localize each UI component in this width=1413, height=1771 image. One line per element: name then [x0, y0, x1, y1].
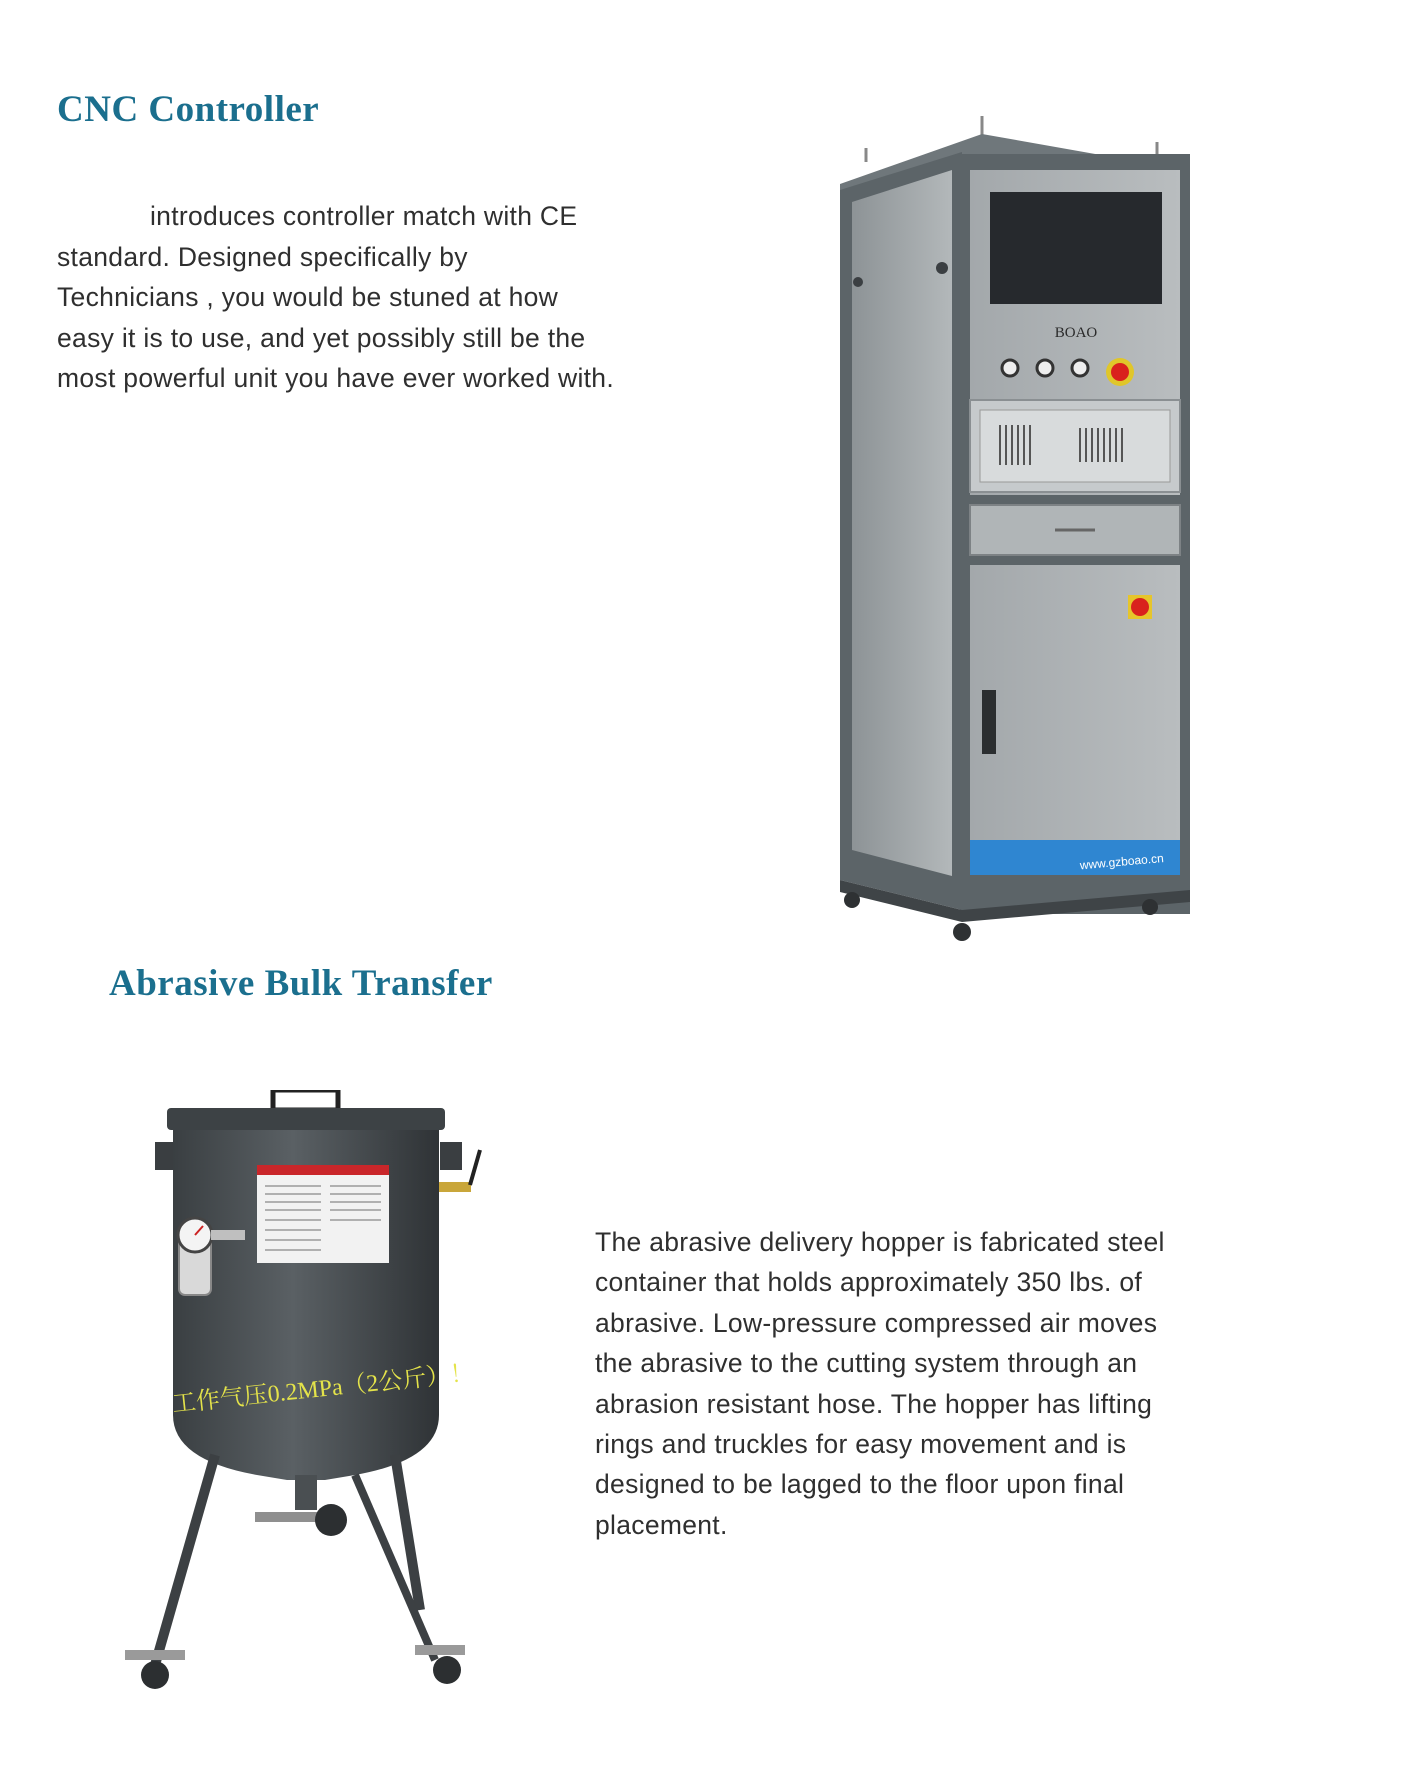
abrasive-bulk-transfer-description [595, 1222, 1165, 1545]
cnc-description-line: introduces controller match with CE [150, 201, 578, 231]
cnc-description-line: Technicians , you would be stuned at how [57, 282, 559, 312]
abrasive-description-line: the abrasive to the cutting system through an [595, 1348, 1138, 1379]
abrasive-description-line: rings and truckles for easy movement and is [595, 1429, 1127, 1460]
abrasive-description-line: abrasive. Low-pressure compressed air moves [595, 1307, 1158, 1338]
cnc-controller-description [57, 196, 614, 399]
tank-pressure-label: 工作气压0.2MPa（2公斤）！ [170, 1360, 476, 1418]
cnc-cabinet-image [830, 110, 1190, 945]
cnc-description-line: most powerful unit you have ever worked with. [57, 363, 615, 393]
monitor-icon [990, 192, 1162, 304]
cnc-description-line: standard. Designed specifically by [57, 241, 468, 272]
abrasive-description-line: designed to be lagged to the floor upon final [595, 1469, 1125, 1500]
abrasive-bulk-transfer-heading: Abrasive Bulk Transfer [109, 963, 493, 1004]
valve-icon [439, 1182, 471, 1192]
abrasive-hopper-image [125, 1090, 490, 1690]
abrasive-description-line: abrasion resistant hose. The hopper has lifting [595, 1388, 1153, 1419]
abrasive-description-line: placement. [595, 1509, 728, 1540]
abrasive-description-line: The abrasive delivery hopper is fabricated steel [595, 1227, 1165, 1257]
cabinet-website-label: www.gzboao.cn [1079, 851, 1165, 873]
cabinet-brand-label: BOAO [1054, 325, 1098, 341]
abrasive-description-line: container that holds approximately 350 lbs. of [595, 1267, 1143, 1298]
caster-wheel-icon [125, 1645, 465, 1689]
cnc-description-line: easy it is to use, and yet possibly still be the [57, 322, 586, 353]
door-handle-icon [982, 690, 996, 754]
cnc-controller-heading: CNC Controller [57, 89, 320, 130]
